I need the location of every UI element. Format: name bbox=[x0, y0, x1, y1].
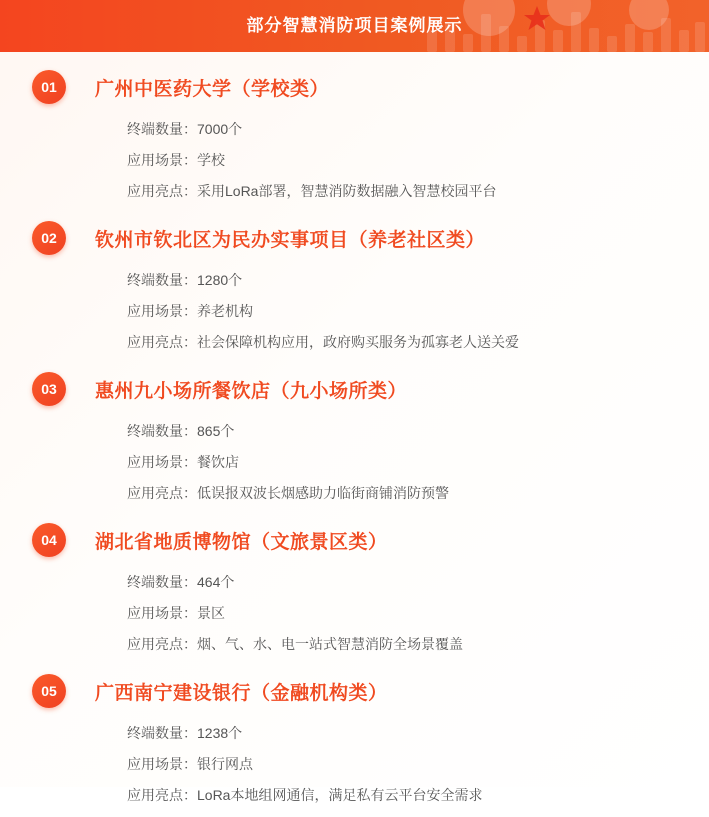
case-index-badge: 01 bbox=[32, 70, 66, 104]
case-fields bbox=[127, 114, 709, 207]
case-header bbox=[0, 70, 709, 104]
field-terminal-count bbox=[127, 718, 709, 749]
field-scene bbox=[127, 145, 709, 176]
field-label: 应用场景： bbox=[127, 303, 197, 319]
case-title: 广西南宁建设银行（金融机构类） bbox=[95, 682, 388, 704]
list-item bbox=[0, 213, 709, 364]
case-header bbox=[0, 221, 709, 255]
field-value: 464个 bbox=[197, 574, 235, 590]
field-value: 社会保障机构应用，政府购买服务为孤寡老人送关爱 bbox=[197, 334, 519, 350]
field-label: 应用场景： bbox=[127, 454, 197, 470]
field-value: 1280个 bbox=[197, 272, 243, 288]
field-value: 采用LoRa部署，智慧消防数据融入智慧校园平台 bbox=[197, 183, 497, 199]
field-value: 学校 bbox=[197, 152, 225, 168]
field-value: 景区 bbox=[197, 605, 225, 621]
field-label: 终端数量： bbox=[127, 725, 197, 741]
field-terminal-count bbox=[127, 265, 709, 296]
field-label: 应用场景： bbox=[127, 756, 197, 772]
case-index-badge: 04 bbox=[32, 523, 66, 557]
list-item bbox=[0, 364, 709, 515]
field-label: 应用亮点： bbox=[127, 183, 197, 199]
list-item bbox=[0, 515, 709, 666]
case-title: 钦州市钦北区为民办实事项目（养老社区类） bbox=[95, 229, 486, 251]
field-scene bbox=[127, 749, 709, 780]
case-fields bbox=[127, 567, 709, 660]
list-item bbox=[0, 62, 709, 213]
field-highlight bbox=[127, 478, 709, 509]
case-header bbox=[0, 523, 709, 557]
case-title: 广州中医药大学（学校类） bbox=[95, 78, 330, 100]
field-highlight bbox=[127, 327, 709, 358]
case-header bbox=[0, 674, 709, 708]
field-value: LoRa本地组网通信，满足私有云平台安全需求 bbox=[197, 787, 483, 803]
case-index-badge: 05 bbox=[32, 674, 66, 708]
field-label: 终端数量： bbox=[127, 423, 197, 439]
field-label: 终端数量： bbox=[127, 272, 197, 288]
case-index-badge: 02 bbox=[32, 221, 66, 255]
case-title: 惠州九小场所餐饮店（九小场所类） bbox=[95, 380, 408, 402]
field-scene bbox=[127, 296, 709, 327]
field-value: 865个 bbox=[197, 423, 235, 439]
field-terminal-count bbox=[127, 567, 709, 598]
field-terminal-count bbox=[127, 114, 709, 145]
case-index-badge: 03 bbox=[32, 372, 66, 406]
case-fields bbox=[127, 416, 709, 509]
field-terminal-count bbox=[127, 416, 709, 447]
field-label: 应用亮点： bbox=[127, 787, 197, 803]
case-header bbox=[0, 372, 709, 406]
case-fields bbox=[127, 718, 709, 811]
case-title: 湖北省地质博物馆（文旅景区类） bbox=[95, 531, 388, 553]
field-highlight bbox=[127, 176, 709, 207]
field-label: 终端数量： bbox=[127, 121, 197, 137]
case-list bbox=[0, 52, 709, 817]
case-fields bbox=[127, 265, 709, 358]
field-scene bbox=[127, 447, 709, 478]
field-value: 7000个 bbox=[197, 121, 243, 137]
field-value: 餐饮店 bbox=[197, 454, 239, 470]
list-item bbox=[0, 666, 709, 817]
field-highlight bbox=[127, 629, 709, 660]
field-label: 应用亮点： bbox=[127, 334, 197, 350]
field-label: 应用亮点： bbox=[127, 636, 197, 652]
field-value: 银行网点 bbox=[197, 756, 253, 772]
field-value: 1238个 bbox=[197, 725, 243, 741]
page-header bbox=[0, 0, 709, 52]
field-label: 应用场景： bbox=[127, 605, 197, 621]
field-value: 低误报双波长烟感助力临街商铺消防预警 bbox=[197, 485, 449, 501]
field-scene bbox=[127, 598, 709, 629]
page-title: 部分智慧消防项目案例展示 bbox=[246, 16, 463, 35]
field-value: 烟、气、水、电一站式智慧消防全场景覆盖 bbox=[197, 636, 463, 652]
field-label: 应用场景： bbox=[127, 152, 197, 168]
field-label: 应用亮点： bbox=[127, 485, 197, 501]
field-value: 养老机构 bbox=[197, 303, 253, 319]
field-label: 终端数量： bbox=[127, 574, 197, 590]
field-highlight bbox=[127, 780, 709, 811]
